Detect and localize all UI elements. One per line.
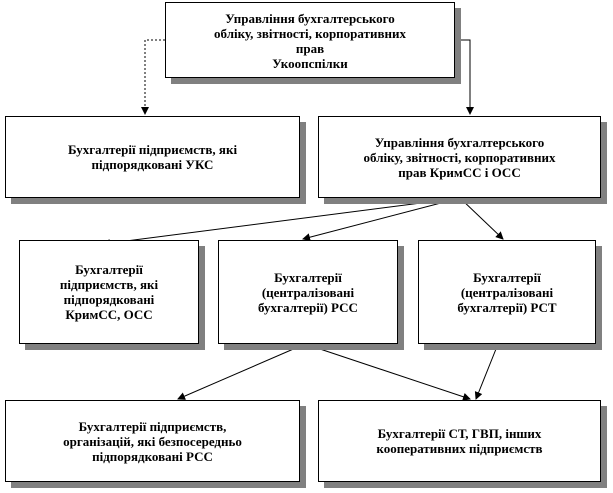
uks-enterprises-label: Бухгалтерії підприємств, які підпорядковані УКС — [67, 142, 238, 172]
cooperative-enterprises-box — [318, 400, 601, 482]
rss-direct-enterprises-label: Бухгалтерії підприємств, організацій, які безпосередньо підпорядковані РСС — [63, 418, 242, 464]
krymss-oss-management-label: Управління бухгалтерського обліку, звітності, корпоративних прав КримСС і ОСС — [363, 134, 556, 180]
rst-accounting-label: Бухгалтерії (централізовані бухгалтерії) РСТ — [457, 269, 557, 315]
arrow-mid-center-to-bottom-left — [178, 344, 305, 399]
arrow-right-to-mid-center — [303, 198, 460, 239]
rst-accounting-box — [418, 240, 596, 344]
krymss-oss-management-box — [318, 116, 601, 198]
arrow-top-to-left — [145, 40, 165, 114]
krymss-oss-enterprises-label: Бухгалтерії підприємств, які підпорядковані КримСС, ОСС — [59, 262, 159, 322]
arrow-right-to-mid-left — [103, 198, 460, 244]
arrow-mid-center-to-bottom-right — [305, 344, 470, 399]
rss-accounting-box — [218, 240, 398, 344]
top-management-box — [165, 2, 455, 78]
krymss-oss-enterprises-box — [19, 240, 199, 344]
rss-accounting-label: Бухгалтерії (централізовані бухгалтерії) РСС — [258, 269, 358, 315]
arrow-right-to-mid-right — [460, 198, 503, 239]
uks-enterprises-box — [5, 116, 300, 198]
arrow-mid-right-to-bottom-right — [476, 344, 498, 399]
arrow-top-to-right — [455, 40, 470, 114]
top-management-label: Управління бухгалтерського обліку, звітності, корпоративних прав Укоопспілки — [214, 11, 406, 71]
rss-direct-enterprises-box — [5, 400, 300, 482]
cooperative-enterprises-label: Бухгалтерії СТ, ГВП, інших кооперативних підприємств — [376, 426, 543, 456]
